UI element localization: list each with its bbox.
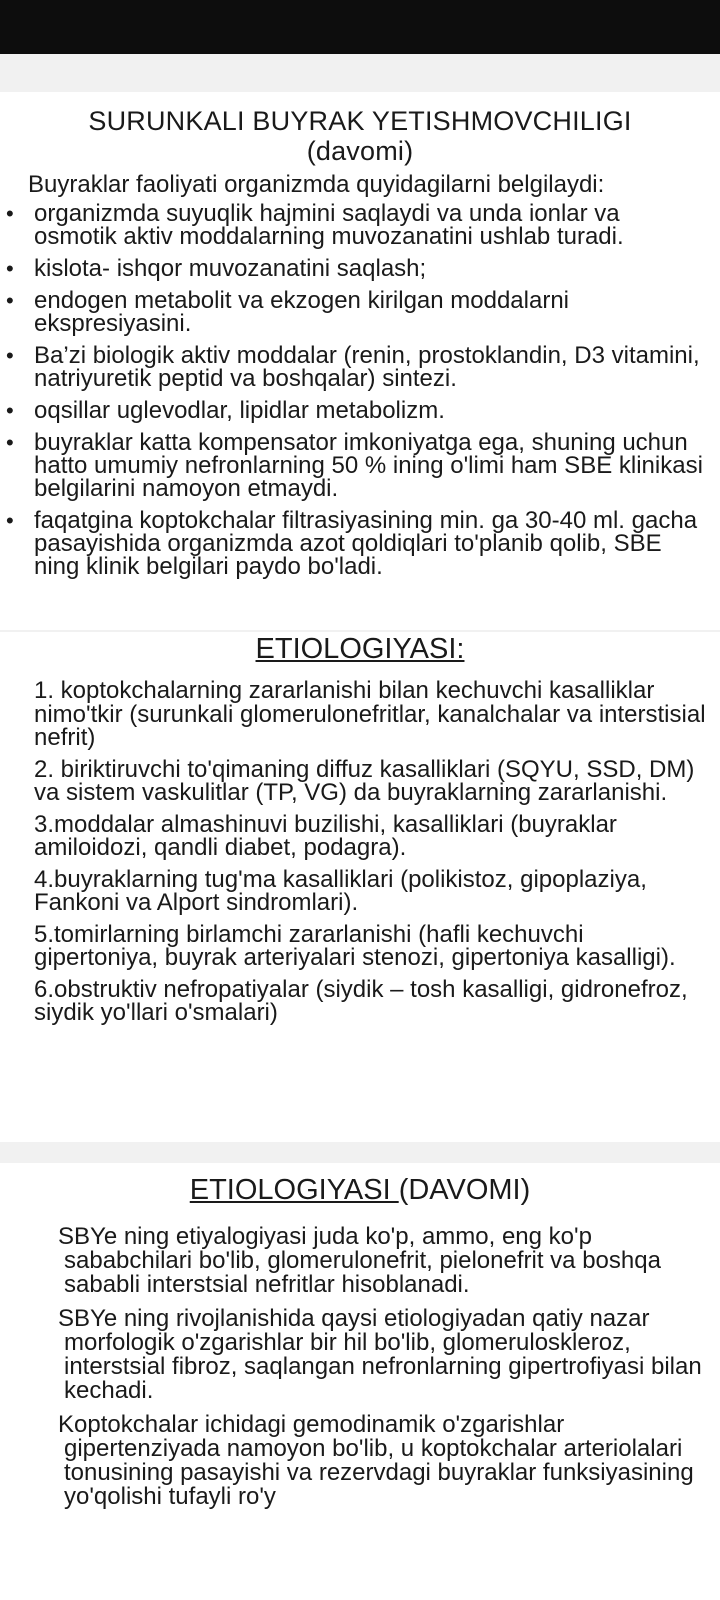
bullet-dot-icon: • bbox=[6, 256, 14, 281]
list-item: 1. koptokchalarning zararlanishi bilan kechuvchi kasalliklar nimo'tkir (surunkali glomerulonefritlar, kanalchalar va interstisial nefrit) bbox=[34, 677, 706, 751]
slide-1-intro: Buyraklar faoliyati organizmda quyidagilarni belgilaydi: bbox=[28, 171, 605, 198]
list-item: 3.moddalar almashinuvi buzilishi, kasalliklari (buyraklar amiloidozi, qandli diabet, podagra). bbox=[34, 810, 617, 861]
list-item-text: organizmda suyuqlik hajmini saqlaydi va unda ionlar va osmotik aktiv moddalarning muvozanatini ushlab turadi. bbox=[34, 200, 624, 250]
list-item-text: buyraklar katta kompensator imkoniyatga ega, shuning uchun hatto umumiy nefronlarning 50 % ining o'limi ham SBE klinikasi belgilarini namoyon etmaydi. bbox=[34, 429, 703, 502]
list-item bbox=[0, 344, 720, 390]
list-item bbox=[0, 289, 720, 335]
list-item-text: faqatgina koptokchalar filtrasiyasining min. ga 30-40 ml. gacha pasayishida organizmda azot qoldiqlari to'planib qolib, SBE ning klinik belgilari paydo bo'ladi. bbox=[34, 507, 698, 580]
slide-1-title bbox=[0, 106, 720, 166]
slide-1 bbox=[0, 92, 720, 630]
slide-3-title-main: ETIOLOGIYASI bbox=[189, 1174, 399, 1206]
list-item bbox=[0, 399, 720, 422]
slide-2-list bbox=[34, 679, 714, 1033]
list-item-text: kislota- ishqor muvozanatini saqlash; bbox=[34, 255, 427, 282]
bullet-dot-icon: • bbox=[6, 288, 14, 313]
list-item: 6.obstruktiv nefropatiyalar (siydik – tosh kasalligi, gidronefroz, siydik yo'llari o'smalari) bbox=[34, 975, 688, 1026]
status-bar bbox=[0, 0, 720, 54]
slide-2-title: ETIOLOGIYASI: bbox=[255, 633, 465, 665]
slide-1-title-line1: SURUNKALI BUYRAK YETISHMOVCHILIGI bbox=[88, 106, 632, 136]
list-item-text: oqsillar uglevodlar, lipidlar metabolizm. bbox=[34, 397, 445, 424]
slide-1-title-line2: (davomi) bbox=[306, 136, 414, 166]
bullet-dot-icon: • bbox=[6, 201, 14, 226]
list-item: 2. biriktiruvchi to'qimaning diffuz kasalliklari (SQYU, SSD, DM) va sistem vaskulitlar (TP, VG) da buyraklarning zararlanishi. bbox=[34, 755, 695, 806]
list-item bbox=[0, 202, 720, 248]
list-item-text: Ba’zi biologik aktiv moddalar (renin, prostoklandin, D3 vitamini, natriyuretik peptid va boshqalar) sintezi. bbox=[34, 342, 700, 392]
slide-2 bbox=[0, 632, 720, 1142]
list-item bbox=[0, 509, 720, 578]
list-item: 4.buyraklarning tug'ma kasalliklari (polikistoz, gipoplaziya, Fankoni va Alport sindromlari). bbox=[34, 865, 647, 916]
list-item: SBYe ning rivojlanishida qaysi etiologiyadan qatiy nazar morfologik o'zgarishlar bir hil bo'lib, glomeruloskleroz, interstsial fibroz, saqlangan nefronlarning gipertrofiyasi bilan kechadi. bbox=[58, 1305, 702, 1404]
list-item bbox=[0, 257, 720, 280]
slide-3-list bbox=[58, 1225, 708, 1519]
slide-3-title-suffix: (DAVOMI) bbox=[398, 1174, 531, 1206]
slide-3-title bbox=[0, 1173, 720, 1207]
list-item: SBYe ning etiyalogiyasi juda ko'p, ammo, eng ko'p sababchilari bo'lib, glomerulonefrit, pielonefrit va boshqa sababli interstsial nefritlar hisoblanadi. bbox=[58, 1223, 661, 1298]
list-item-text: endogen metabolit va ekzogen kirilgan moddalarni ekspresiyasini. bbox=[34, 287, 570, 337]
bullet-dot-icon: • bbox=[6, 508, 14, 533]
bullet-dot-icon: • bbox=[6, 398, 14, 423]
bullet-dot-icon: • bbox=[6, 430, 14, 455]
list-item: 5.tomirlarning birlamchi zararlanishi (hafli kechuvchi gipertoniya, buyrak arteriyalari stenozi, gipertoniya kasalligi). bbox=[34, 920, 676, 971]
bullet-dot-icon: • bbox=[6, 343, 14, 368]
slide-1-bullet-list bbox=[0, 202, 720, 587]
list-item: Koptokchalar ichidagi gemodinamik o'zgarishlar gipertenziyada namoyon bo'lib, u koptokchalar arteriolalari tonusining pasayishi va rezervdagi buyraklar funksiyasining yo'qolishi tufayli ro'y bbox=[58, 1411, 694, 1510]
list-item bbox=[0, 431, 720, 500]
slide-3 bbox=[0, 1163, 720, 1600]
